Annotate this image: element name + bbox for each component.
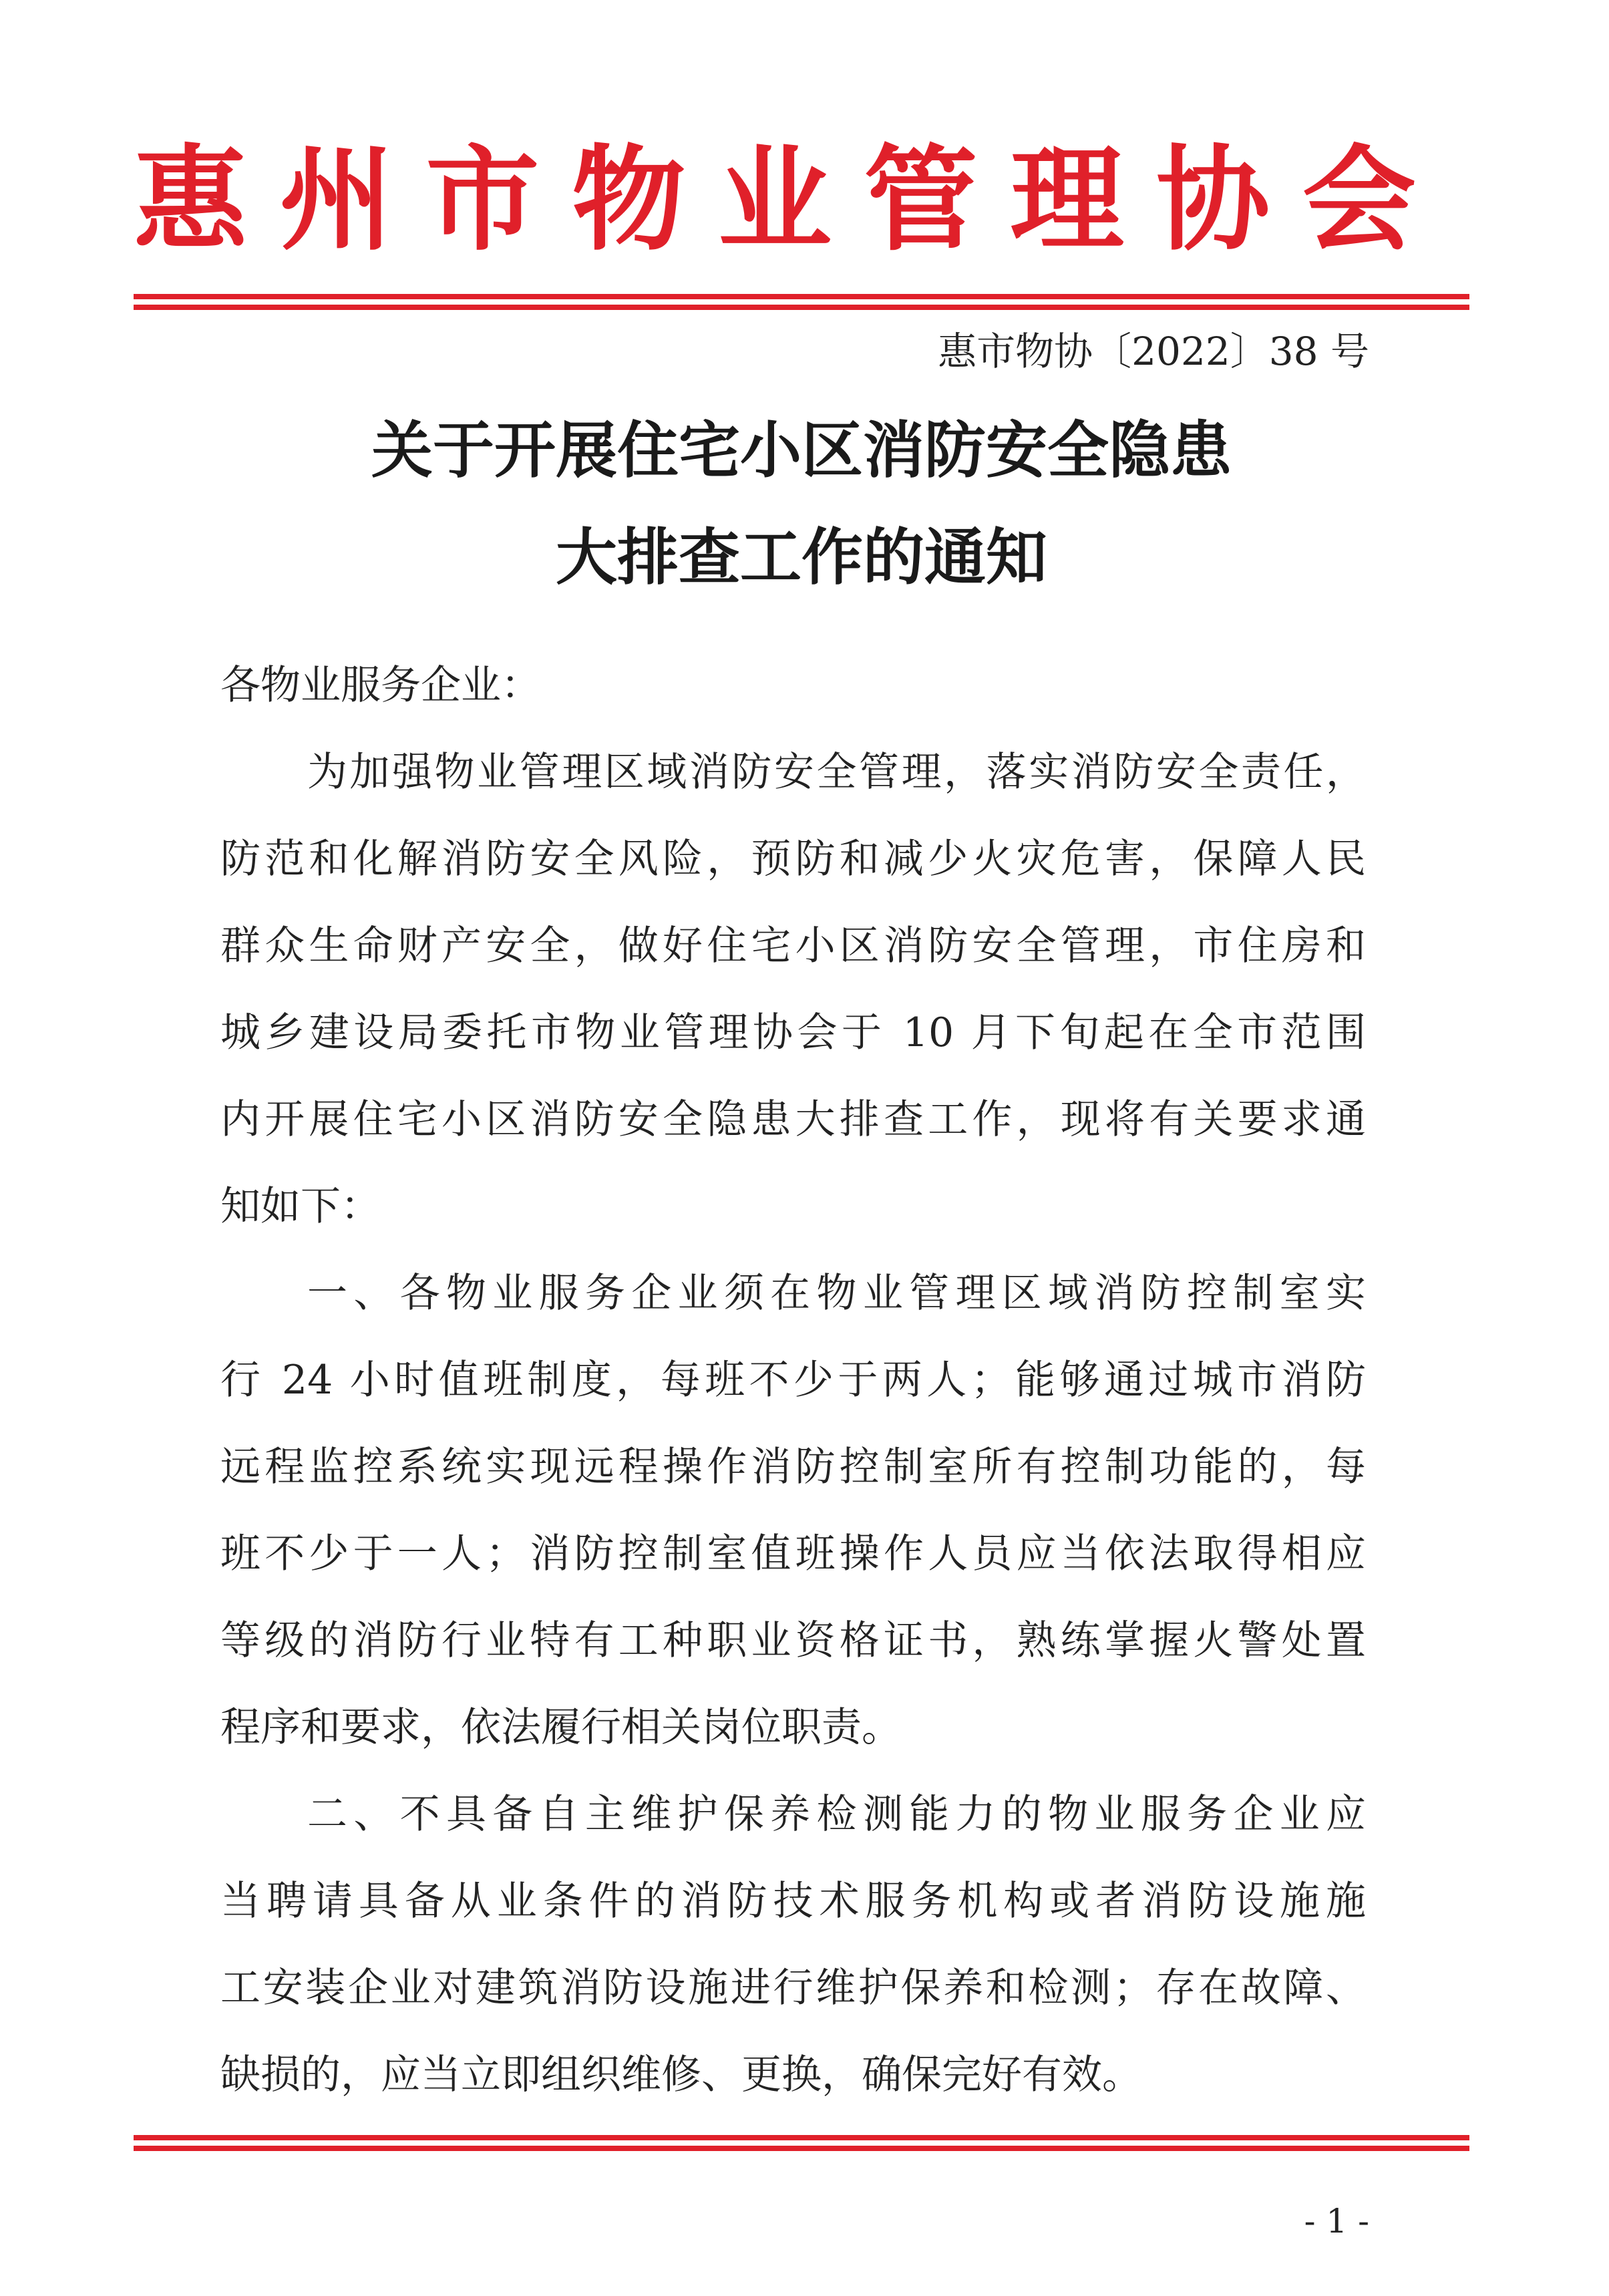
body-line: 等级的消防行业特有工种职业资格证书，熟练掌握火警处置: [220, 1617, 1366, 1664]
org-header-char: 协: [1156, 134, 1270, 267]
body-line: 内开展住宅小区消防安全隐患大排查工作，现将有关要求通: [220, 1096, 1366, 1143]
body-line: 群众生命财产安全，做好住宅小区消防安全管理，市住房和: [220, 923, 1366, 969]
document-title-line-2: 大排查工作的通知: [555, 522, 1047, 593]
body-line: 知如下：: [220, 1183, 381, 1230]
org-header-char: 州: [279, 134, 393, 267]
body-line: 一、各物业服务企业须在物业管理区域消防控制室实: [307, 1270, 1366, 1317]
footer-divider-secondary: [134, 2146, 1469, 2151]
header-divider-secondary: [134, 305, 1469, 310]
org-header-char: 业: [717, 134, 832, 267]
body-line: 当聘请具备从业条件的消防技术服务机构或者消防设施施: [220, 1878, 1366, 1925]
document-title-line-1: 关于开展住宅小区消防安全隐患: [371, 415, 1232, 486]
body-line: 程序和要求，依法履行相关岗位职责。: [220, 1704, 902, 1751]
body-line: 防范和化解消防安全风险，预防和减少火灾危害，保障人民: [220, 836, 1366, 882]
org-header-char: 物: [572, 134, 686, 267]
header-divider: [134, 294, 1469, 299]
document-number: 惠市物协〔2022〕38 号: [938, 329, 1369, 374]
body-line: 班不少于一人；消防控制室值班操作人员应当依法取得相应: [220, 1530, 1366, 1577]
org-header-char: 会: [1302, 134, 1416, 267]
org-header-char: 理: [1010, 134, 1124, 267]
body-line: 工安装企业对建筑消防设施进行维护保养和检测；存在故障、: [220, 1965, 1366, 2011]
addressee: 各物业服务企业：: [220, 662, 541, 709]
org-header-char: 市: [425, 134, 540, 267]
body-line: 二、不具备自主维护保养检测能力的物业服务企业应: [307, 1791, 1366, 1838]
org-header: [134, 134, 1416, 267]
body-line: 行 24 小时值班制度，每班不少于两人；能够通过城市消防: [220, 1357, 1366, 1404]
org-header-char: 惠: [134, 134, 248, 267]
body-line: 远程监控系统实现远程操作消防控制室所有控制功能的，每: [220, 1444, 1366, 1490]
body-line: 为加强物业管理区域消防安全管理，落实消防安全责任，: [307, 749, 1366, 796]
page-number: - 1 -: [1304, 2202, 1369, 2241]
footer-divider: [134, 2135, 1469, 2140]
body-line: 缺损的，应当立即组织维修、更换，确保完好有效。: [220, 2052, 1142, 2098]
org-header-char: 管: [864, 134, 978, 267]
body-line: 城乡建设局委托市物业管理协会于 10 月下旬起在全市范围: [220, 1009, 1366, 1056]
